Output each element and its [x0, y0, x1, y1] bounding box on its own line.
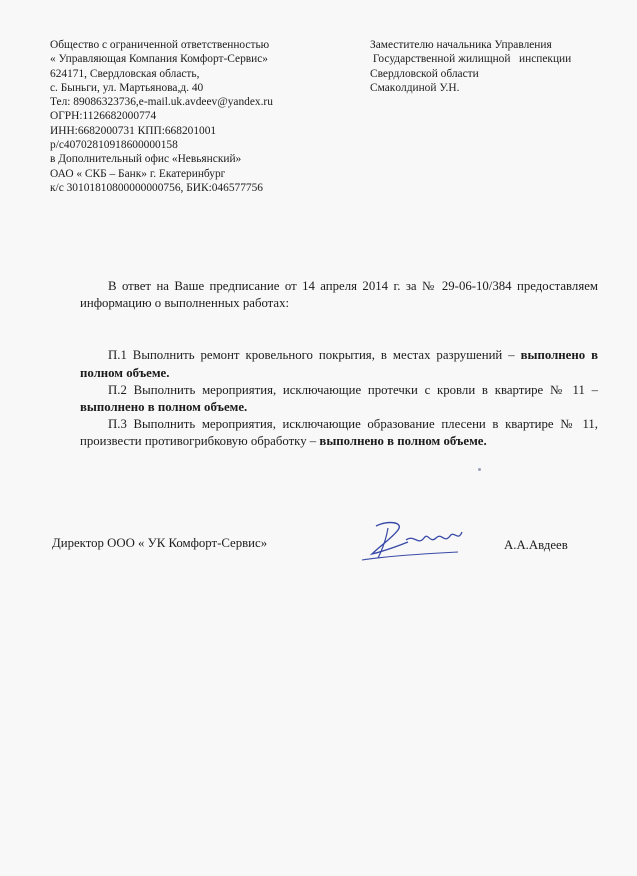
director-position: Директор ООО « УК Комфорт-Сервис»: [52, 536, 268, 550]
recipient-block: [370, 38, 620, 95]
intro-paragraph: В ответ на Ваше предписание от 14 апреля 2014 г. за № 29-06-10/384 предоставляем информацию о выполненных работах:: [80, 279, 598, 311]
item-paragraph: [80, 416, 598, 450]
handwritten-signature: [358, 516, 478, 566]
ink-speck: [478, 468, 481, 471]
letter-body: [80, 278, 598, 451]
sender-line: 624171, Свердловская область,: [50, 67, 200, 80]
sender-line: к/с 30101810800000000756, БИК:046577756: [50, 181, 263, 194]
items-list: [80, 347, 598, 450]
sender-line: ОАО « СКБ – Банк» г. Екатеринбург: [50, 167, 226, 180]
sender-block: [50, 38, 350, 195]
item-paragraph: [80, 382, 598, 416]
sender-line: Общество с ограниченной ответственностью: [50, 39, 270, 51]
sender-line: ИНН:6682000731 КПП:668201001: [50, 124, 217, 137]
sender-line: « Управляющая Компания Комфорт-Сервис»: [50, 53, 268, 66]
sender-line: с. Быньги, ул. Мартьянова,д. 40: [50, 81, 204, 94]
recipient-line: Смакoлдиной У.Н.: [370, 81, 460, 94]
item-text: П.1 Выполнить ремонт кровельного покрытия, в местах разрушений –: [108, 348, 521, 363]
item-status: выполнено в полном объеме.: [80, 400, 248, 415]
item-paragraph: [80, 347, 598, 381]
item-text: П.2 Выполнить мероприятия, исключающие протечки с кровли в квартире № 11 –: [108, 382, 598, 397]
signature-footer: [52, 528, 612, 568]
sender-line: р/с40702810918600000158: [50, 139, 178, 152]
recipient-line: Свердловской области: [370, 67, 479, 80]
director-name: А.А.Авдеев: [504, 538, 568, 552]
item-status: выполнено в полном объеме.: [80, 348, 598, 380]
recipient-line: Заместителю начальника Управления: [370, 39, 552, 51]
sender-line: ОГРН:1126682000774: [50, 110, 157, 123]
item-text: П.3 Выполнить мероприятия, исключающие образование плесени в квартире № 11, произвести противогрибковую обработку –: [80, 417, 598, 449]
recipient-line: Государственной жилищной инспекции: [370, 53, 572, 66]
sender-line: в Дополнительный офис «Невьянский»: [50, 153, 242, 166]
item-status: выполнено в полном объеме.: [319, 434, 487, 449]
sender-line: Тел: 89086323736,e-mail.uk.avdeev@yandex.ru: [50, 96, 273, 109]
